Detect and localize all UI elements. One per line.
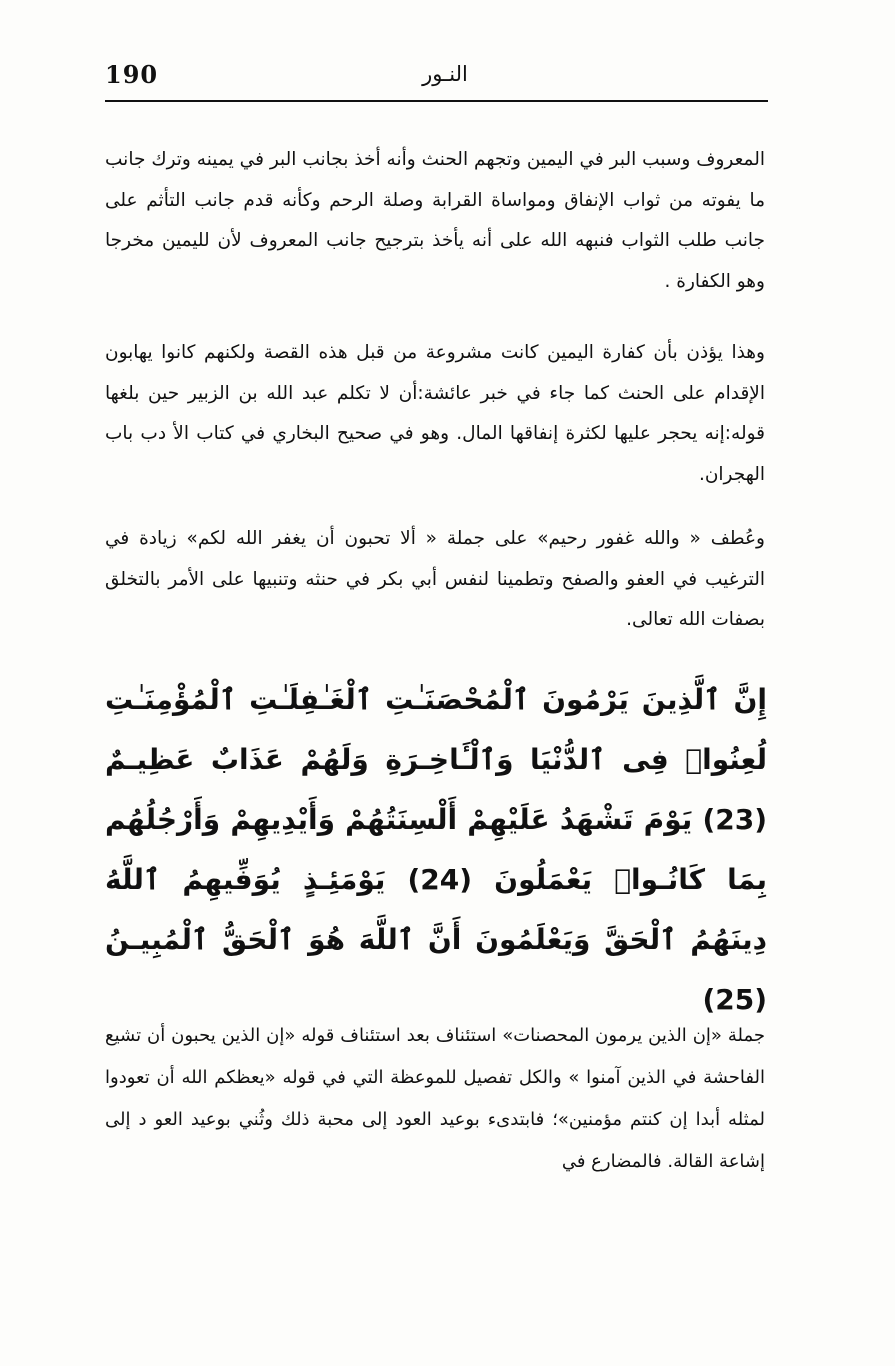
header-rule xyxy=(105,100,768,102)
quran-verses: إِنَّ ٱلَّذِينَ يَرْمُونَ ٱلْمُحْصَنَـٰتِ ٱلْغَـٰفِلَـٰتِ ٱلْمُؤْمِنَـٰتِ لُعِنُوا۟ فِى ٱلدُّنْيَا وَٱلْـَٔاخِـرَةِ وَلَهُمْ عَذَابٌ عَظِيـمٌ (23) يَوْمَ تَشْهَدُ عَلَيْهِمْ أَلْسِنَتُهُمْ وَأَيْدِيهِمْ وَأَرْجُلُهُم بِمَا كَانُـوا۟ يَعْمَلُونَ (24) يَوْمَئِـذٍ يُوَفِّيهِمُ ٱللَّهُ دِينَهُمُ ٱلْحَقَّ وَيَعْلَمُونَ أَنَّ ٱللَّهَ هُوَ ٱلْحَقُّ ٱلْمُبِيـنُ (25) xyxy=(105,683,767,1016)
paragraph-2: وهذا يؤذن بأن كفارة اليمين كانت مشروعة من قبل هذه القصة ولكنهم كانوا يهابون الإقدام على الحنث كما جاء في خبر عائشة:أن لا تكلم عبد الله بن الزبير حين بلغها قوله:إنه يحجر عليها لكثرة إنفاقها المال. وهو في صحيح البخاري في كتاب الأ دب باب الهجران. xyxy=(105,342,765,485)
page-number: 190 xyxy=(105,60,159,89)
paragraph-1: المعروف وسبب البر في اليمين وتجهم الحنث وأنه أخذ بجانب البر في يمينه وترك جانب ما يفوته من ثواب الإنفاق ومواساة القرابة وصلة الرحم وكأنه قدم جانب التأثم على جانب طلب الثواب فنبهه الله على أنه يأخذ بترجيح جانب المعروف لأن لليمين مخرجا وهو الكفارة . xyxy=(105,149,765,292)
commentary-paragraph: جملة «إن الذين يرمون المحصنات» استئناف بعد استئناف قوله «إن الذين يحبون أن تشيع الفاحشة في الذين آمنوا » والكل تفصيل للموعظة التي في قوله «يعظكم الله أن تعودوا لمثله أبدا إن كنتم مؤمنين»؛ فابتدىء بوعيد العود إلى محبة ذلك وثُني بوعيد العو د إلى إشاعة القالة. فالمضارع في xyxy=(105,1025,765,1172)
page-header xyxy=(105,58,768,102)
running-title: النـور xyxy=(422,62,468,86)
paragraph-3: وعُطف « والله غفور رحيم» على جملة « ألا تحبون أن يغفر الله لكم» زيادة في الترغيب في العفو والصفح وتطمينا لنفس أبي بكر في حنثه وتنبيها على الأمر بالتخلق بصفات الله تعالى. xyxy=(105,528,765,630)
